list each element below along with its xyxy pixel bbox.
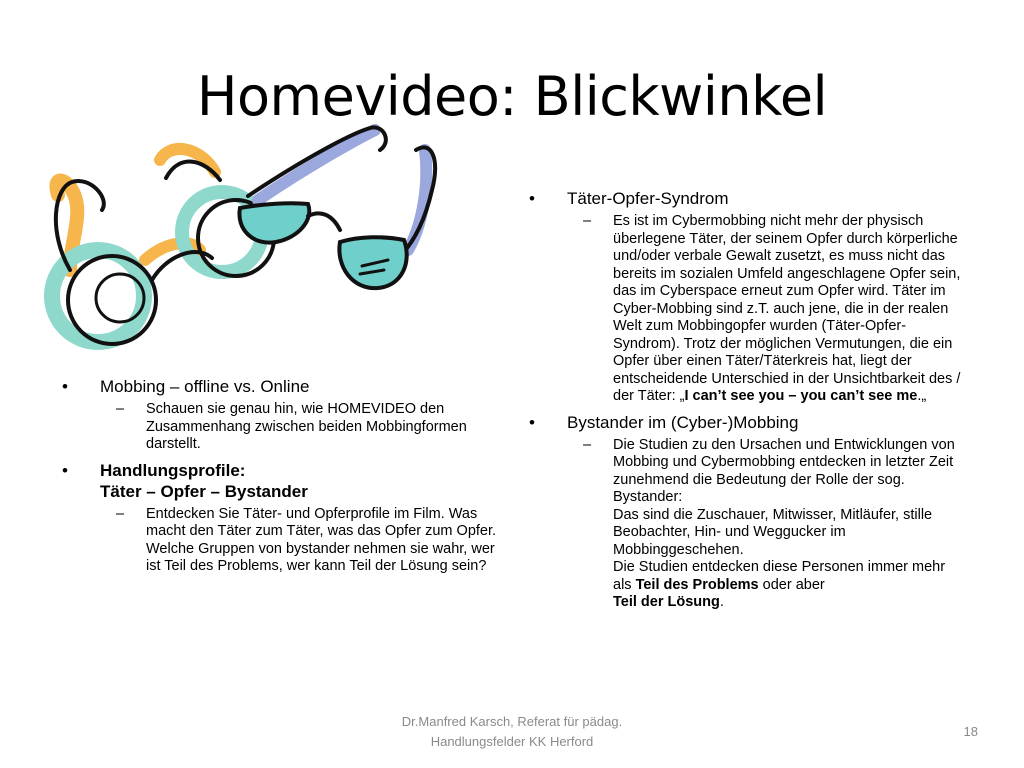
footer-line-1: Dr.Manfred Karsch, Referat für pädag. [401, 714, 623, 729]
sub-bullet-text: Entdecken Sie Täter- und Opferprofile im Film. Was macht den Täter zum Täter, was das Opfer zum Opfer. Welche Gruppen von bystander nehmen sie wahr, wer ist Teil des Problems, wer kann Teil der Lösung sein? [146, 505, 497, 574]
dash-marker: – [583, 213, 592, 229]
bold-problem: Teil des Problems [635, 576, 759, 593]
quote-bold: I can’t see you – you can’t see me [684, 388, 918, 404]
text-run: Es ist im Cybermobbing nicht mehr der physisch überlegene Täter, der seinem Opfer durch körperliche und/oder verbale Gewalt zusetzt, es muss nicht das bereits im sozialen Umfeld angeschlagene Opfer sein, das im Cyberspace erneut zum Opfer wird. Täter im Cyber-Mobbing sind z.T. auch jene, die in der realen Welt zum Mobbingopfer wurden (Täter-Opfer-Syndrom). Trotz der möglichen Vermutungen, die ein Opfer über einen Täter/Täterkreis hat, liegt der entscheidende Unterschied in der Unsichtbarkeit des / der Täter: „ [613, 213, 961, 404]
text-run: Die Studien entdecken diese Personen immer mehr als [613, 559, 946, 593]
text-run: .„ [917, 388, 927, 404]
bullet-dot: • [62, 377, 68, 396]
bullet-taeter-opfer-syndrom [527, 188, 967, 209]
paragraph-1: Die Studien zu den Ursachen und Entwicklungen von Mobbing und Cybermobbing entdecken in letzter Zeit zunehmend die Bedeutung der Rolle der sog. Bystander: [613, 436, 955, 505]
text-run: oder aber [758, 576, 825, 593]
page-number: 18 [963, 724, 978, 739]
sub-bullet-text: Schauen sie genau hin, wie HOMEVIDEO den Zusammenhang zwischen beiden Mobbingformen darstellt. [146, 401, 467, 452]
sub-bullet-studien [527, 437, 967, 612]
right-column [527, 182, 967, 612]
bullet-dot: • [62, 460, 68, 480]
bullet-label: Bystander im (Cyber-)Mobbing [567, 412, 799, 432]
sub-bullet-text [613, 213, 967, 406]
footer-line-2: Handlungsfelder KK Herford [430, 734, 594, 749]
bullet-label-line2: Täter – Opfer – Bystander [100, 481, 308, 501]
dash-marker: – [583, 436, 592, 453]
sub-bullet-profile [60, 506, 500, 576]
dash-marker: – [116, 505, 125, 522]
paragraph-2: Das sind die Zuschauer, Mitwisser, Mitläufer, stille Beobachter, Hin- und Weggucker im Mobbinggeschehen. [613, 506, 933, 558]
bullet-bystander [527, 412, 967, 433]
slide-title: Homevideo: Blickwinkel [196, 65, 828, 128]
text-run: . [719, 594, 724, 610]
sub-bullet-homevideo [60, 401, 500, 454]
bullet-dot: • [529, 189, 535, 208]
bullet-label-line1: Handlungsprofile: [100, 460, 246, 480]
bold-loesung: Teil der Lösung [613, 594, 720, 610]
bullet-label: Mobbing – offline vs. Online [100, 377, 310, 396]
bullet-mobbing [60, 376, 500, 397]
bullet-dot: • [529, 412, 535, 432]
sub-bullet-cybermobbing [527, 213, 967, 406]
dash-marker: – [116, 401, 125, 417]
left-column [60, 370, 500, 576]
paragraph-3 [613, 559, 967, 612]
footer [312, 712, 712, 752]
bullet-handlungsprofile [60, 460, 500, 502]
bullet-label: Täter-Opfer-Syndrom [567, 189, 729, 208]
sunglasses-clipart-icon [40, 120, 450, 360]
